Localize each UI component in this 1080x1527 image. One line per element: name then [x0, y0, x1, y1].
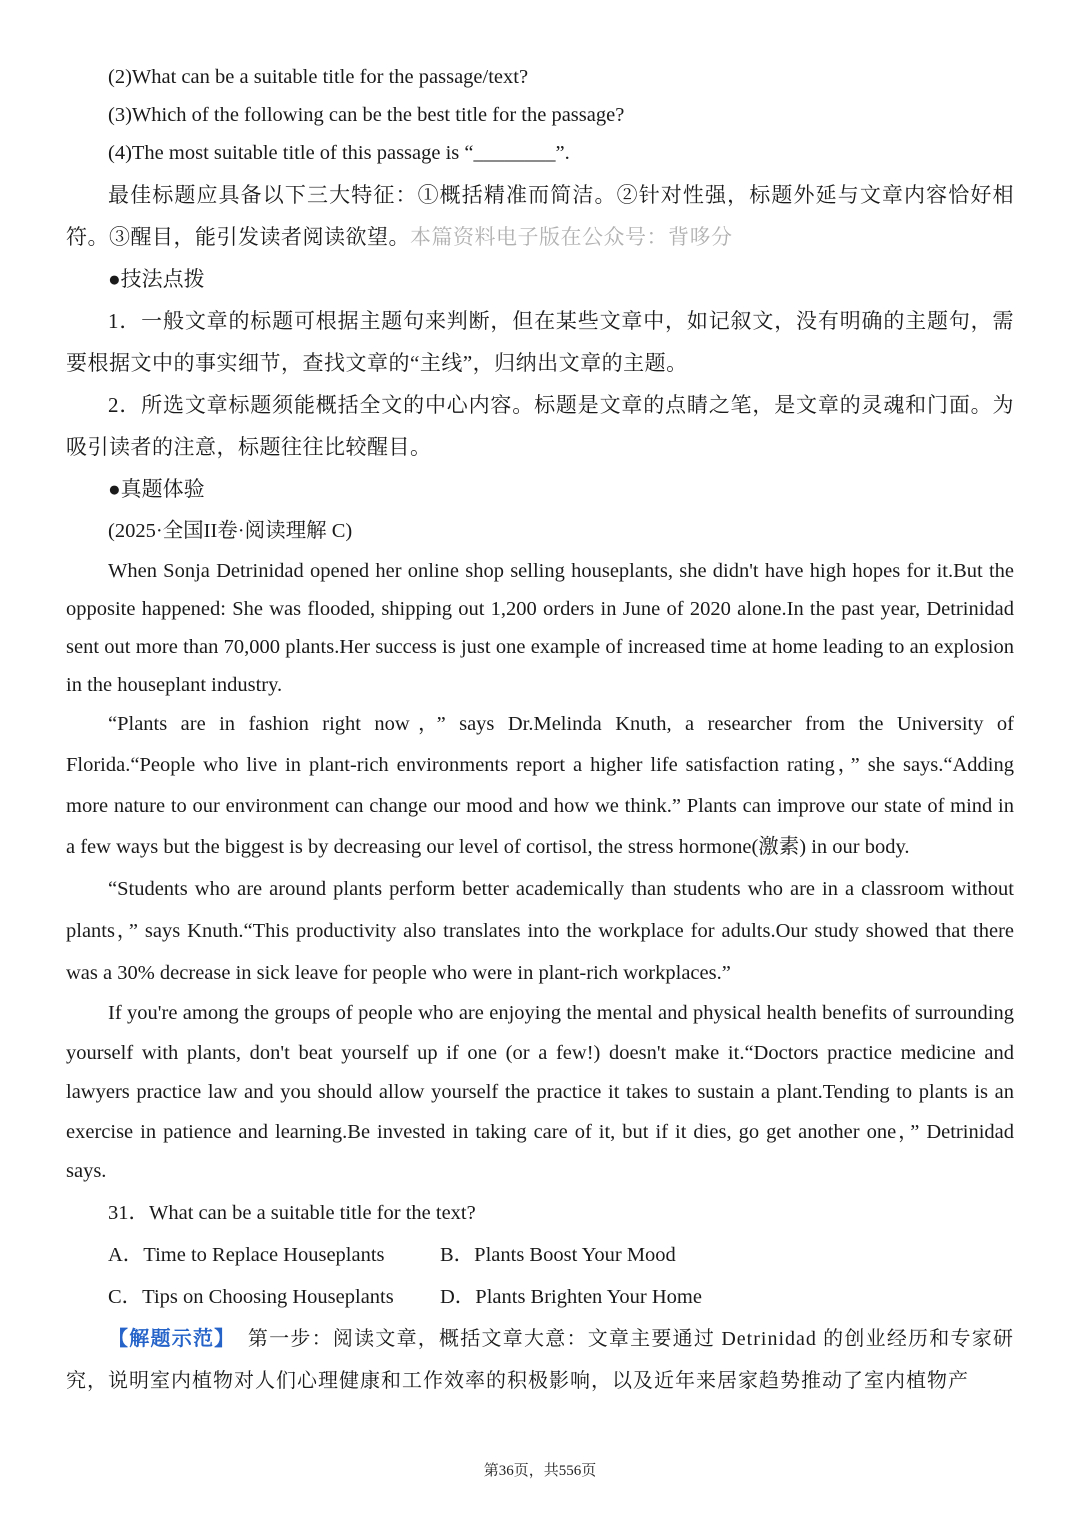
- question-3: (3)Which of the following can be the best title for the passage?: [108, 104, 625, 126]
- tip-1: 1．一般文章的标题可根据主题句来判断，但在某些文章中，如记叙文，没有明确的主题句，需要根据文中的事实细节，查找文章的“主线”，归纳出文章的主题。: [66, 309, 1014, 375]
- passage-paragraph-4: If you're among the groups of people who are enjoying the mental and physical health benefits of surrounding yourself with plants, don't beat yourself up if one (or a few!) doesn't make it.“Doctors practice medicine and lawyers practice law and you should allow yourself the practice it takes to sustain a plant.Tending to plants is an exercise in patience and learning.Be invested in taking care of it, but if it dies, go get another one，” Detrinidad says.: [66, 1002, 1014, 1182]
- option-a[interactable]: A．Time to Replace Houseplants: [108, 1243, 385, 1266]
- passage-paragraph-1: When Sonja Detrinidad opened her online shop selling houseplants, she didn't have high hopes for it.But the opposite happened: She was flooded, shipping out 1,200 orders in June of 2020 alone.In the past year, Detrinidad sent out more than 70,000 plants.Her success is just one example of increased time at home leading to an explosion in the houseplant industry.: [66, 560, 1014, 696]
- page-footer: 第36页，共556页: [483, 1463, 597, 1479]
- exam-heading: ●真题体验: [108, 477, 205, 501]
- passage-paragraph-3: “Students who are around plants perform better academically than students who are in a classroom without plants，” says Knuth.“This productivity also translates into the workplace for adults.Our study showed that there was a 30% decrease in sick leave for people who were in plant-rich workplaces.”: [66, 878, 1014, 984]
- solution-text: 第一步：阅读文章，概括文章大意：文章主要通过 Detrinidad 的创业经历和专家研究，说明室内植物对人们心理健康和工作效率的积极影响，以及近年来居家趋势推动了室内植物产: [66, 1327, 1015, 1392]
- watermark-text: 本篇资料电子版在公众号：背哆分: [410, 225, 733, 249]
- option-c[interactable]: C．Tips on Choosing Houseplants: [108, 1285, 394, 1308]
- question-31-stem: 31．What can be a suitable title for the text?: [108, 1201, 476, 1224]
- title-features-paragraph: [66, 174, 1014, 258]
- options-row-2: [66, 1276, 1014, 1318]
- question-4: (4)The most suitable title of this passage is “________”.: [108, 142, 570, 164]
- exam-source: (2025·全国II卷·阅读理解 C): [108, 520, 353, 542]
- question-2: (2)What can be a suitable title for the passage/text?: [108, 66, 529, 88]
- page-content: [66, 58, 1014, 1402]
- tip-2: 2．所选文章标题须能概括全文的中心内容。标题是文章的点睛之笔，是文章的灵魂和门面。为吸引读者的注意，标题往往比较醒目。: [66, 393, 1014, 459]
- passage-paragraph-2: “Plants are in fashion right now，” says Dr.Melinda Knuth, a researcher from the University of Florida.“People who live in plant-rich environments report a higher life satisfaction rating，” she says.“Adding more nature to our environment can change our mood and how we think.” Plants can improve our state of mind in a few ways but the biggest is by decreasing our level of cortisol, the stress hormone(激素) in our body.: [66, 713, 1014, 858]
- option-b[interactable]: B．Plants Boost Your Mood: [440, 1243, 676, 1266]
- options-row-1: [66, 1234, 1014, 1276]
- tips-heading: ●技法点拨: [108, 267, 205, 291]
- solution-paragraph: [66, 1318, 1014, 1402]
- title-features-text: 最佳标题应具备以下三大特征：①概括精准而简洁。②针对性强，标题外延与文章内容恰好相符。③醒目，能引发读者阅读欲望。: [66, 183, 1014, 249]
- option-d[interactable]: D．Plants Brighten Your Home: [440, 1285, 702, 1308]
- solution-tag: 【解题示范】: [108, 1327, 236, 1350]
